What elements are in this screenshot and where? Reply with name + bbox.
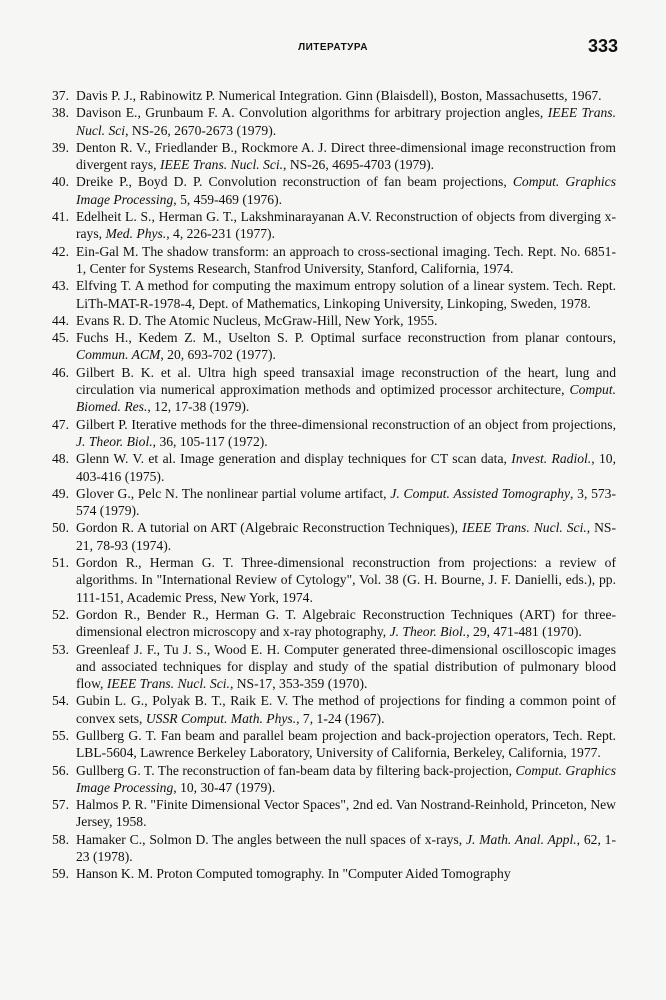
- reference-item: [52, 692, 616, 727]
- reference-text: Hanson K. M. Proton Computed tomography. In "Computer Aided Tomography: [76, 866, 511, 882]
- reference-item: [52, 312, 616, 329]
- reference-text: , 20, 693-702 (1977).: [160, 347, 276, 363]
- reference-number: 59.: [52, 866, 69, 882]
- reference-number: 53.: [52, 641, 69, 657]
- reference-journal: J. Theor. Biol.: [76, 433, 153, 449]
- reference-text: Gordon R., Herman G. T. Three-dimensional reconstruction from projections: a review of algorithms. In "International Review of Cytology", Vol. 38 (G. H. Bourne, J. F. Danielli, eds.), pp. 111-151, Academic Press, New York, 1974.: [76, 555, 616, 605]
- reference-text: , 4, 226-231 (1977).: [166, 226, 275, 242]
- reference-text: Davison E., Grunbaum F. A. Convolution algorithms for arbitrary projection angles,: [76, 105, 548, 121]
- reference-text: Greenleaf J. F., Tu J. S., Wood E. H. Computer generated three-dimensional oscilloscopic images and associated techniques for display and study of the spatial distribution of pulmonary blood flow,: [76, 641, 616, 692]
- reference-number: 55.: [52, 727, 69, 743]
- reference-number: 41.: [52, 209, 69, 225]
- reference-number: 37.: [52, 88, 69, 103]
- reference-text: , 29, 471-481 (1970).: [466, 624, 582, 640]
- page-number: 333: [587, 36, 618, 56]
- reference-text: , NS-21, 78-93 (1974).: [76, 520, 617, 553]
- reference-number: 42.: [52, 243, 69, 259]
- reference-text: Glover G., Pelc N. The nonlinear partial volume artifact,: [76, 485, 391, 501]
- reference-number: 40.: [52, 174, 69, 190]
- reference-text: Gubin L. G., Polyak B. T., Raik E. V. The method of projections for finding a common point of convex sets,: [76, 693, 616, 726]
- reference-journal: Comput. Biomed. Res.: [76, 382, 616, 415]
- reference-journal: Comput. Graphics Image Processing: [76, 174, 617, 207]
- reference-text: Dreike P., Boyd D. P. Convolution reconstruction of fan beam projections,: [76, 174, 513, 190]
- reference-journal: Comput. Graphics Image Processing: [76, 762, 616, 795]
- reference-item: [52, 208, 616, 243]
- reference-text: Hamaker C., Solmon D. The angles between the null spaces of x-rays,: [76, 831, 466, 847]
- reference-item: [52, 519, 616, 554]
- reference-text: , 10, 30-47 (1979).: [173, 779, 276, 795]
- reference-journal: J. Theor. Biol.: [389, 624, 467, 640]
- reference-number: 50.: [52, 520, 69, 536]
- reference-item: [52, 554, 616, 606]
- reference-number: 54.: [52, 693, 69, 709]
- reference-number: 49.: [52, 485, 69, 501]
- reference-number: 46.: [52, 364, 69, 380]
- reference-item: [52, 139, 616, 174]
- reference-item: [52, 831, 616, 866]
- reference-text: Davis P. J., Rabinowitz P. Numerical Integration. Ginn (Blaisdell), Boston, Massachusetts, 1967.: [76, 88, 602, 103]
- reference-item: [52, 865, 616, 882]
- reference-number: 52.: [52, 606, 69, 622]
- reference-item: [52, 641, 616, 693]
- reference-text: , 36, 105-117 (1972).: [152, 433, 268, 449]
- reference-text: , 12, 17-38 (1979).: [147, 399, 250, 415]
- reference-text: Gordon R. A tutorial on ART (Algebraic Reconstruction Techniques),: [76, 520, 462, 536]
- reference-item: [52, 450, 616, 485]
- reference-text: , 7, 1-24 (1967).: [296, 710, 385, 726]
- reference-journal: J. Math. Anal. Appl.: [465, 831, 577, 847]
- reference-text: , 62, 1-23 (1978).: [76, 831, 617, 865]
- reference-text: Glenn W. V. et al. Image generation and display techniques for CT scan data,: [76, 451, 512, 467]
- reference-item: [52, 329, 616, 364]
- reference-text: , NS-26, 4695-4703 (1979).: [283, 157, 435, 173]
- reference-journal: Commun. ACM: [76, 347, 161, 363]
- reference-journal: IEEE Trans. Nucl. Sci.: [106, 676, 230, 692]
- reference-journal: USSR Comput. Math. Phys.: [145, 710, 297, 726]
- reference-text: Evans R. D. The Atomic Nucleus, McGraw-Hill, New York, 1955.: [76, 312, 438, 328]
- reference-journal: IEEE Trans. Nucl. Sci: [76, 105, 616, 138]
- reference-item: [52, 606, 616, 641]
- reference-text: Gilbert P. Iterative methods for the three-dimensional reconstruction of an object from projections,: [76, 416, 616, 432]
- reference-item: [52, 762, 616, 797]
- reference-text: Gordon R., Bender R., Herman G. T. Algebraic Reconstruction Techniques (ART) for three-dimensional electron microscopy and x-ray photography,: [76, 606, 616, 640]
- reference-journal: IEEE Trans. Nucl. Sci.: [461, 520, 587, 536]
- reference-number: 58.: [52, 831, 69, 847]
- reference-text: Elfving T. A method for computing the maximum entropy solution of a linear system. Tech. Rept. LiTh-MAT-R-1978-4, Dept. of Mathematics, Linkoping University, Linkoping, Sweden, 1978.: [76, 278, 616, 311]
- reference-number: 48.: [52, 451, 69, 467]
- reference-item: [52, 87, 616, 104]
- reference-text: Gullberg G. T. Fan beam and parallel beam projection and back-projection operators, Tech. Rept. LBL-5604, Lawrence Berkeley Laboratory, University of California, Berkeley, California, 1977.: [76, 727, 616, 761]
- reference-item: [52, 243, 616, 278]
- reference-text: Halmos P. R. "Finite Dimensional Vector Spaces", 2nd ed. Van Nostrand-Reinhold, Princeton, New Jersey, 1958.: [76, 797, 616, 830]
- reference-item: [52, 727, 616, 762]
- reference-text: Denton R. V., Friedlander B., Rockmore A. J. Direct three-dimensional image reconstruction from divergent rays,: [76, 139, 616, 173]
- reference-number: 45.: [52, 330, 69, 346]
- reference-text: , 5, 459-469 (1976).: [173, 191, 283, 207]
- reference-number: 56.: [52, 762, 69, 778]
- reference-journal: IEEE Trans. Nucl. Sci.: [159, 157, 284, 173]
- reference-journal: Invest. Radiol.: [511, 451, 592, 467]
- reference-text: , NS-26, 2670-2673 (1979).: [125, 122, 277, 138]
- reference-text: Edelheit L. S., Herman G. T., Lakshminarayanan A.V. Reconstruction of objects from diverging x-rays,: [76, 209, 616, 242]
- reference-text: Fuchs H., Kedem Z. M., Uselton S. P. Optimal surface reconstruction from planar contours,: [76, 330, 616, 346]
- reference-text: , 10, 403-416 (1975).: [76, 451, 616, 484]
- reference-item: [52, 796, 616, 831]
- reference-text: Gilbert B. K. et al. Ultra high speed transaxial image reconstruction of the heart, lung and circulation via numerical approximation methods and optimized processor architecture,: [76, 364, 616, 398]
- reference-item: [52, 104, 616, 139]
- reference-number: 43.: [52, 278, 69, 294]
- reference-number: 44.: [52, 312, 69, 328]
- reference-item: [52, 364, 616, 416]
- reference-text: , NS-17, 353-359 (1970).: [229, 676, 368, 692]
- reference-number: 47.: [52, 416, 69, 432]
- reference-text: , 3, 573-574 (1979).: [76, 485, 617, 519]
- reference-item: [52, 277, 616, 312]
- reference-item: [52, 485, 616, 520]
- reference-number: 57.: [52, 797, 69, 813]
- reference-text: Gullberg G. T. The reconstruction of fan-beam data by filtering back-projection,: [76, 762, 516, 778]
- reference-list: [52, 87, 616, 883]
- reference-number: 38.: [52, 105, 69, 121]
- reference-number: 51.: [52, 555, 69, 571]
- reference-item: [52, 416, 616, 451]
- reference-text: Ein-Gal M. The shadow transform: an approach to cross-sectional imaging. Tech. Rept. No. 6851-1, Center for Systems Research, Stanfrod University, Stanford, California, 1974.: [76, 243, 616, 276]
- reference-journal: Med. Phys.: [105, 226, 167, 242]
- reference-number: 39.: [52, 139, 69, 155]
- reference-journal: J. Comput. Assisted Tomography: [390, 485, 570, 501]
- reference-item: [52, 173, 616, 208]
- running-header-title: ЛИТЕРАТУРА: [298, 42, 368, 53]
